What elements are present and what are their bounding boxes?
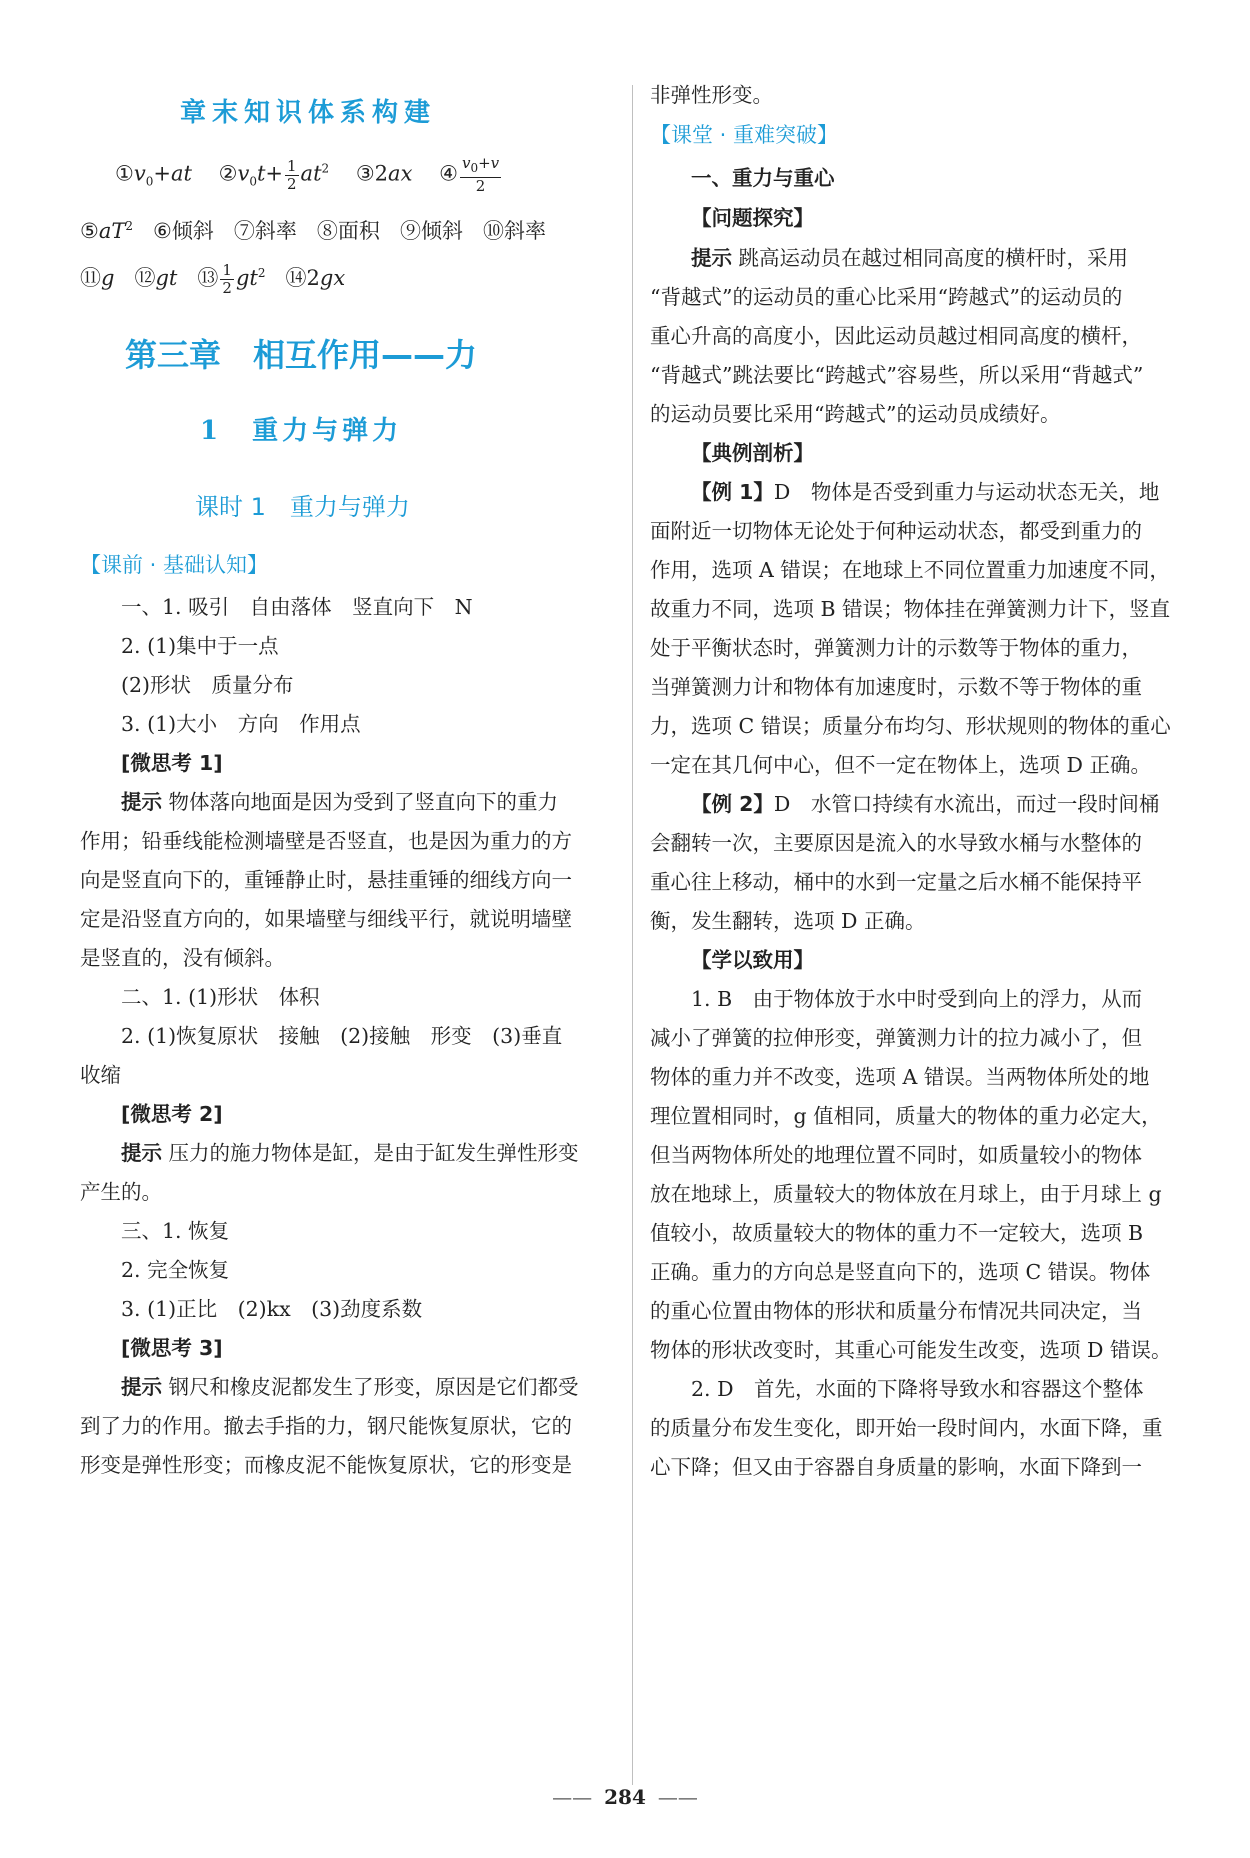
text-line: 是竖直的，没有倾斜。 [80, 946, 285, 970]
section-title: 1 重力与弹力 [200, 416, 403, 446]
inquiry-label: 【问题探究】 [691, 206, 814, 230]
text-line: 物体的重力并不改变，选项 A 错误。当两物体所处的地 [650, 1065, 1150, 1089]
formula-row-3: ⑪g ⑫gt ⑬ $\frac{1}{2}$ $gt^2$ ⑭2gx [80, 261, 346, 297]
text-line: 面附近一切物体无论处于何种运动状态，都受到重力的 [650, 519, 1142, 543]
text-line: 2. (1)集中于一点 [121, 634, 279, 658]
text-line: 减小了弹簧的拉伸形变，弹簧测力计的拉力减小了，但 [650, 1026, 1142, 1050]
text-line: 放在地球上，质量较大的物体放在月球上，由于月球上 g [650, 1182, 1162, 1206]
text-line: 故重力不同，选项 B 错误；物体挂在弹簧测力计下，竖直 [650, 597, 1171, 621]
formula-row-2: $⑤aT^2$ ⑥倾斜 ⑦斜率 ⑧面积 ⑨倾斜 ⑩斜率 [80, 219, 546, 243]
text-line: 【例 1】D 物体是否受到重力与运动状态无关，地 [691, 480, 1160, 504]
examples-label: 【典例剖析】 [691, 441, 814, 465]
micro-think-3-label: [微思考 3] [121, 1336, 223, 1360]
text-line: 一、1. 吸引 自由落体 竖直向下 N [121, 595, 473, 619]
text-line: 2. (1)恢复原状 接触 (2)接触 形变 (3)垂直 [121, 1024, 563, 1048]
formula-row-1: $①v_0+at$ $②v_0t+$ $\frac{1}{2}$ $at^2$ ③2ax ④ $\frac{v_0+v}{2}$ [115, 154, 500, 195]
text-line: 物体的形状改变时，其重心可能发生改变，选项 D 错误。 [650, 1338, 1172, 1362]
text-line: 向是竖直向下的，重锤静止时，悬挂重锤的细线方向一 [80, 868, 572, 892]
text-line: 值较小，故质量较大的物体的重力不一定较大，选项 B [650, 1221, 1144, 1245]
text-line: “背越式”跳法要比“跨越式”容易些，所以采用“背越式” [650, 363, 1144, 387]
topic-heading: 一、重力与重心 [691, 166, 835, 190]
text-line: 处于平衡状态时，弹簧测力计的示数等于物体的重力， [650, 636, 1142, 660]
text-line: 1. B 由于物体放于水中时受到向上的浮力，从而 [691, 987, 1143, 1011]
text-line: 一定在其几何中心，但不一定在物体上，选项 D 正确。 [650, 753, 1151, 777]
text-line: 3. (1)正比 (2)kx (3)劲度系数 [121, 1297, 423, 1321]
micro-think-2-label: [微思考 2] [121, 1102, 223, 1126]
text-line: 2. D 首先，水面的下降将导致水和容器这个整体 [691, 1377, 1144, 1401]
text-line: 非弹性形变。 [650, 83, 773, 107]
apply-label: 【学以致用】 [691, 948, 814, 972]
text-line: 提示 物体落向地面是因为受到了竖直向下的重力 [121, 790, 559, 814]
text-line: 【例 2】D 水管口持续有水流出，而过一段时间桶 [691, 792, 1160, 816]
micro-think-1-label: [微思考 1] [121, 751, 223, 775]
text-line: 理位置相同时，g 值相同，质量大的物体的重力必定大， [650, 1104, 1162, 1128]
text-line: 的重心位置由物体的形状和质量分布情况共同决定，当 [650, 1299, 1142, 1323]
text-line: 重心升高的高度小，因此运动员越过相同高度的横杆， [650, 324, 1142, 348]
lesson-title: 课时 1 重力与弹力 [195, 493, 410, 521]
text-line: 提示 压力的施力物体是缸，是由于缸发生弹性形变 [121, 1141, 579, 1165]
text-line: 形变是弹性形变；而橡皮泥不能恢复原状，它的形变是 [80, 1453, 572, 1477]
text-line: 会翻转一次，主要原因是流入的水导致水桶与水整体的 [650, 831, 1142, 855]
text-line: 提示 跳高运动员在越过相同高度的横杆时，采用 [691, 246, 1129, 270]
text-line: 衡，发生翻转，选项 D 正确。 [650, 909, 926, 933]
text-line: 心下降；但又由于容器自身质量的影响，水面下降到一 [650, 1455, 1142, 1479]
text-line: (2)形状 质量分布 [121, 673, 294, 697]
text-line: 定是沿竖直方向的，如果墙壁与细线平行，就说明墙壁 [80, 907, 572, 931]
text-line: 当弹簧测力计和物体有加速度时，示数不等于物体的重 [650, 675, 1142, 699]
text-line: 到了力的作用。撤去手指的力，钢尺能恢复原状，它的 [80, 1414, 572, 1438]
text-line: 二、1. (1)形状 体积 [121, 985, 320, 1009]
page-number: —— 284 —— [552, 1785, 698, 1809]
text-line: 提示 钢尺和橡皮泥都发生了形变，原因是它们都受 [121, 1375, 579, 1399]
text-line: 3. (1)大小 方向 作用点 [121, 712, 361, 736]
column-divider [632, 85, 633, 1785]
text-line: “背越式”的运动员的重心比采用“跨越式”的运动员的 [650, 285, 1123, 309]
chapter-title: 第三章 相互作用——力 [125, 336, 478, 374]
in-class-label: 【课堂 · 重难突破】 [650, 123, 839, 147]
text-line: 收缩 [80, 1063, 121, 1087]
text-line: 力，选项 C 错误；质量分布均匀、形状规则的物体的重心 [650, 714, 1171, 738]
text-line: 作用，选项 A 错误；在地球上不同位置重力加速度不同， [650, 558, 1170, 582]
text-line: 的质量分布发生变化，即开始一段时间内，水面下降，重 [650, 1416, 1163, 1440]
text-line: 作用；铅垂线能检测墙壁是否竖直，也是因为重力的方 [80, 829, 572, 853]
text-line: 正确。重力的方向总是竖直向下的，选项 C 错误。物体 [650, 1260, 1151, 1284]
text-line: 三、1. 恢复 [121, 1219, 230, 1243]
text-line: 的运动员要比采用“跨越式”的运动员成绩好。 [650, 402, 1061, 426]
chapter-summary-title: 章末知识体系构建 [180, 98, 437, 128]
text-line: 重心往上移动，桶中的水到一定量之后水桶不能保持平 [650, 870, 1142, 894]
pre-class-label: 【课前 · 基础认知】 [80, 553, 269, 577]
text-line: 但当两物体所处的地理位置不同时，如质量较小的物体 [650, 1143, 1142, 1167]
text-line: 产生的。 [80, 1180, 162, 1204]
text-line: 2. 完全恢复 [121, 1258, 230, 1282]
